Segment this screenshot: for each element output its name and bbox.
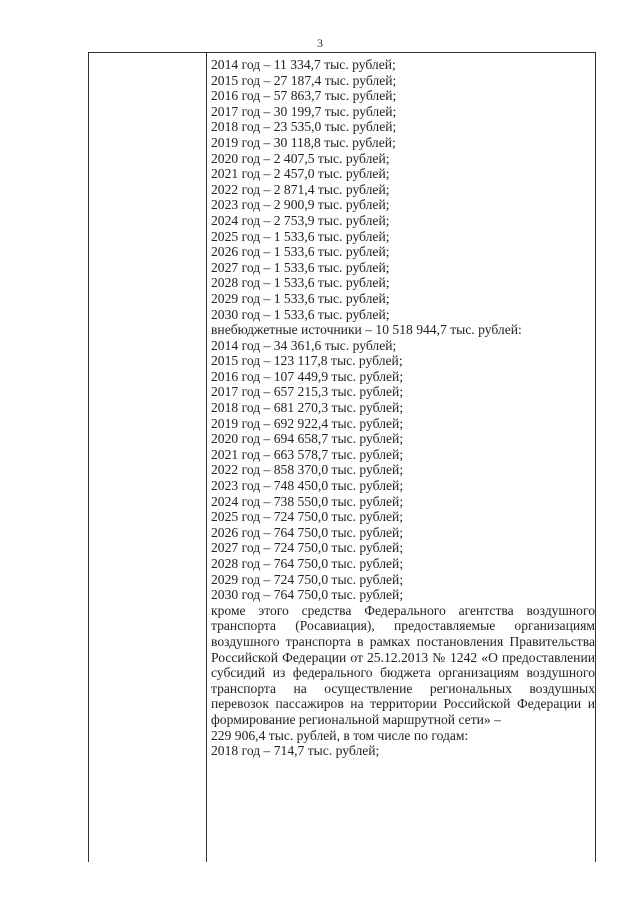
year-line: 2023 год – 2 900,9 тыс. рублей;	[211, 197, 390, 213]
year-line: 2019 год – 692 922,4 тыс. рублей;	[211, 415, 404, 431]
year-line: 2025 год – 1 533,6 тыс. рублей;	[211, 228, 390, 244]
year-line: 2030 год – 764 750,0 тыс. рублей;	[211, 587, 404, 603]
year-line: 2018 год – 23 535,0 тыс. рублей;	[211, 119, 397, 135]
page-number: 3	[317, 36, 323, 50]
year-line: 2021 год – 663 578,7 тыс. рублей;	[211, 446, 404, 462]
column-divider	[206, 52, 207, 862]
year-line: 2028 год – 764 750,0 тыс. рублей;	[211, 556, 404, 571]
year-line: 2024 год – 738 550,0 тыс. рублей;	[211, 493, 404, 509]
rosaviatsia-paragraph: кроме этого средства Федерального агентства воздушного транспорта (Росавиация), предоставляемые организациям воздушного транспорта в рамках постановления Правительства Российской Федерации от 25.12.2013 № 1242 «О предоставлении субсидий из федерального бюджета организациям воздушного транспорта на осуществление региональных воздушных перевозок пассажиров на территории Российской Федерации и формирование региональной маршрутной сети» –	[211, 602, 595, 727]
year-line: 2027 год – 1 533,6 тыс. рублей;	[211, 259, 390, 275]
year-line: 2020 год – 694 658,7 тыс. рублей;	[211, 431, 404, 447]
year-line: 2026 год – 1 533,6 тыс. рублей;	[211, 244, 390, 260]
year-line: 2018 год – 681 270,3 тыс. рублей;	[211, 400, 404, 416]
year-line: 2027 год – 724 750,0 тыс. рублей;	[211, 540, 404, 556]
year-line: 2016 год – 107 449,9 тыс. рублей;	[211, 368, 404, 384]
extrabudget-heading: внебюджетные источники – 10 518 944,7 тыс. рублей:	[211, 322, 522, 338]
year-line: 2030 год – 1 533,6 тыс. рублей;	[211, 306, 390, 322]
year-line: 2015 год – 27 187,4 тыс. рублей;	[211, 72, 397, 88]
year-line: 2023 год – 748 450,0 тыс. рублей;	[211, 478, 404, 494]
federal-budget-by-year	[211, 57, 595, 322]
year-line: 2017 год – 30 199,7 тыс. рублей;	[211, 103, 397, 119]
year-line: 2017 год – 657 215,3 тыс. рублей;	[211, 384, 404, 400]
year-line: 2028 год – 1 533,6 тыс. рублей;	[211, 275, 390, 291]
paragraph-total: 229 906,4 тыс. рублей, в том числе по годам:	[211, 727, 469, 743]
year-line: 2022 год – 858 370,0 тыс. рублей;	[211, 462, 404, 478]
year-line: 2019 год – 30 118,8 тыс. рублей;	[211, 134, 396, 150]
year-line: 2016 год – 57 863,7 тыс. рублей;	[211, 88, 397, 104]
year-line: 2025 год – 724 750,0 тыс. рублей;	[211, 509, 404, 525]
year-line: 2020 год – 2 407,5 тыс. рублей;	[211, 150, 390, 166]
year-line: 2015 год – 123 117,8 тыс. рублей;	[211, 353, 403, 369]
year-line: 2024 год – 2 753,9 тыс. рублей;	[211, 212, 390, 228]
year-line: 2022 год – 2 871,4 тыс. рублей;	[211, 181, 390, 197]
funding-cell	[211, 57, 595, 759]
year-line: 2014 год – 34 361,6 тыс. рублей;	[211, 337, 397, 353]
extrabudget-by-year	[211, 338, 595, 603]
year-line: 2029 год – 1 533,6 тыс. рублей;	[211, 290, 390, 306]
year-line: 2026 год – 764 750,0 тыс. рублей;	[211, 524, 404, 540]
year-line: 2014 год – 11 334,7 тыс. рублей;	[211, 57, 396, 72]
year-line: 2029 год – 724 750,0 тыс. рублей;	[211, 571, 404, 587]
year-line: 2021 год – 2 457,0 тыс. рублей;	[211, 166, 390, 182]
year-2018-line: 2018 год – 714,7 тыс. рублей;	[211, 743, 380, 759]
